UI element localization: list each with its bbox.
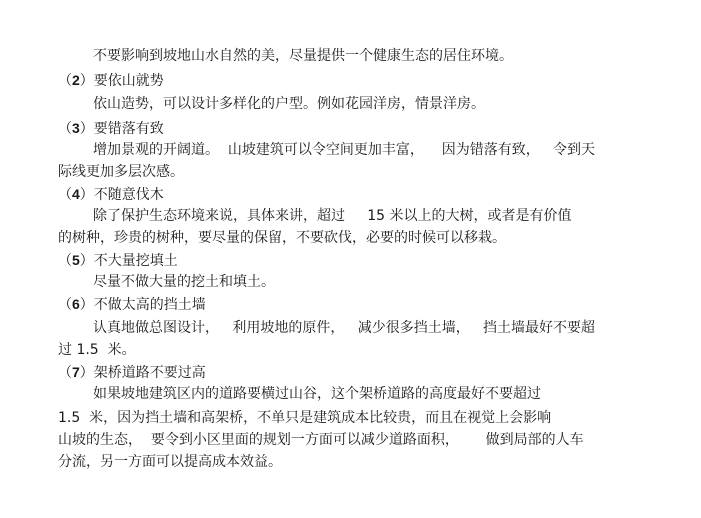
heading-open-paren: （	[58, 297, 72, 313]
heading-text: 要错落有致	[93, 121, 164, 137]
heading-text: 架桥道路不要过高	[93, 365, 206, 381]
heading-close-paren: ）	[79, 297, 94, 313]
heading-text: 不大量挖填土	[93, 253, 178, 269]
heading-text: 不做太高的挡土墙	[93, 297, 206, 313]
section-heading-6	[58, 294, 206, 314]
section-heading-2	[58, 70, 164, 90]
heading-open-paren: （	[58, 121, 72, 137]
section-heading-3	[58, 118, 164, 138]
heading-number: 4	[72, 186, 80, 202]
paragraph-line: 过 1.5 米。	[58, 342, 136, 358]
heading-number: 7	[72, 364, 80, 380]
heading-number: 2	[72, 72, 80, 88]
heading-number: 5	[72, 252, 80, 268]
paragraph-line: 山坡的生态， 要令到小区里面的规划一方面可以减少道路面积， 做到局部的人车	[58, 432, 584, 448]
paragraph-line: 如果坡地建筑区内的道路要横过山谷，这个架桥道路的高度最好不要超过	[93, 386, 541, 402]
section-heading-5	[58, 250, 178, 270]
section-heading-7	[58, 362, 206, 382]
heading-open-paren: （	[58, 73, 72, 89]
heading-open-paren: （	[58, 365, 72, 381]
heading-open-paren: （	[58, 253, 72, 269]
heading-close-paren: ）	[79, 253, 94, 269]
heading-number: 3	[72, 120, 80, 136]
paragraph-line: 尽量不做大量的挖土和填土。	[93, 274, 275, 290]
paragraph-line: 不要影响到坡地山水自然的美，尽量提供一个健康生态的居住环境。	[93, 48, 513, 64]
heading-number: 6	[72, 296, 80, 312]
paragraph-line: 分流，另一方面可以提高成本效益。	[58, 454, 282, 470]
paragraph-line: 依山造势，可以设计多样化的户型。例如花园洋房，情景洋房。	[93, 96, 485, 112]
paragraph-line: 的树种，珍贵的树种，要尽量的保留，不要砍伐，必要的时候可以移栽。	[58, 230, 506, 246]
heading-close-paren: ）	[79, 365, 94, 381]
heading-close-paren: ）	[79, 121, 94, 137]
heading-close-paren: ）	[79, 187, 94, 203]
paragraph-line: 增加景观的开阔道。 山坡建筑可以令空间更加丰富， 因为错落有致， 令到天	[93, 142, 596, 158]
paragraph-line: 1.5 米，因为挡土墙和高架桥，不单只是建筑成本比较贵，而且在视觉上会影响	[58, 410, 552, 426]
paragraph-line: 除了保护生态环境来说，具体来讲，超过 15 米以上的大树，或者是有价值	[93, 208, 572, 224]
heading-text: 不随意伐木	[93, 187, 164, 203]
paragraph-line: 际线更加多层次感。	[58, 164, 184, 180]
paragraph-line: 认真地做总图设计， 利用坡地的原件， 减少很多挡土墙， 挡土墙最好不要超	[93, 320, 596, 336]
section-heading-4	[58, 184, 164, 204]
heading-close-paren: ）	[79, 73, 94, 89]
heading-text: 要依山就势	[93, 73, 164, 89]
heading-open-paren: （	[58, 187, 72, 203]
